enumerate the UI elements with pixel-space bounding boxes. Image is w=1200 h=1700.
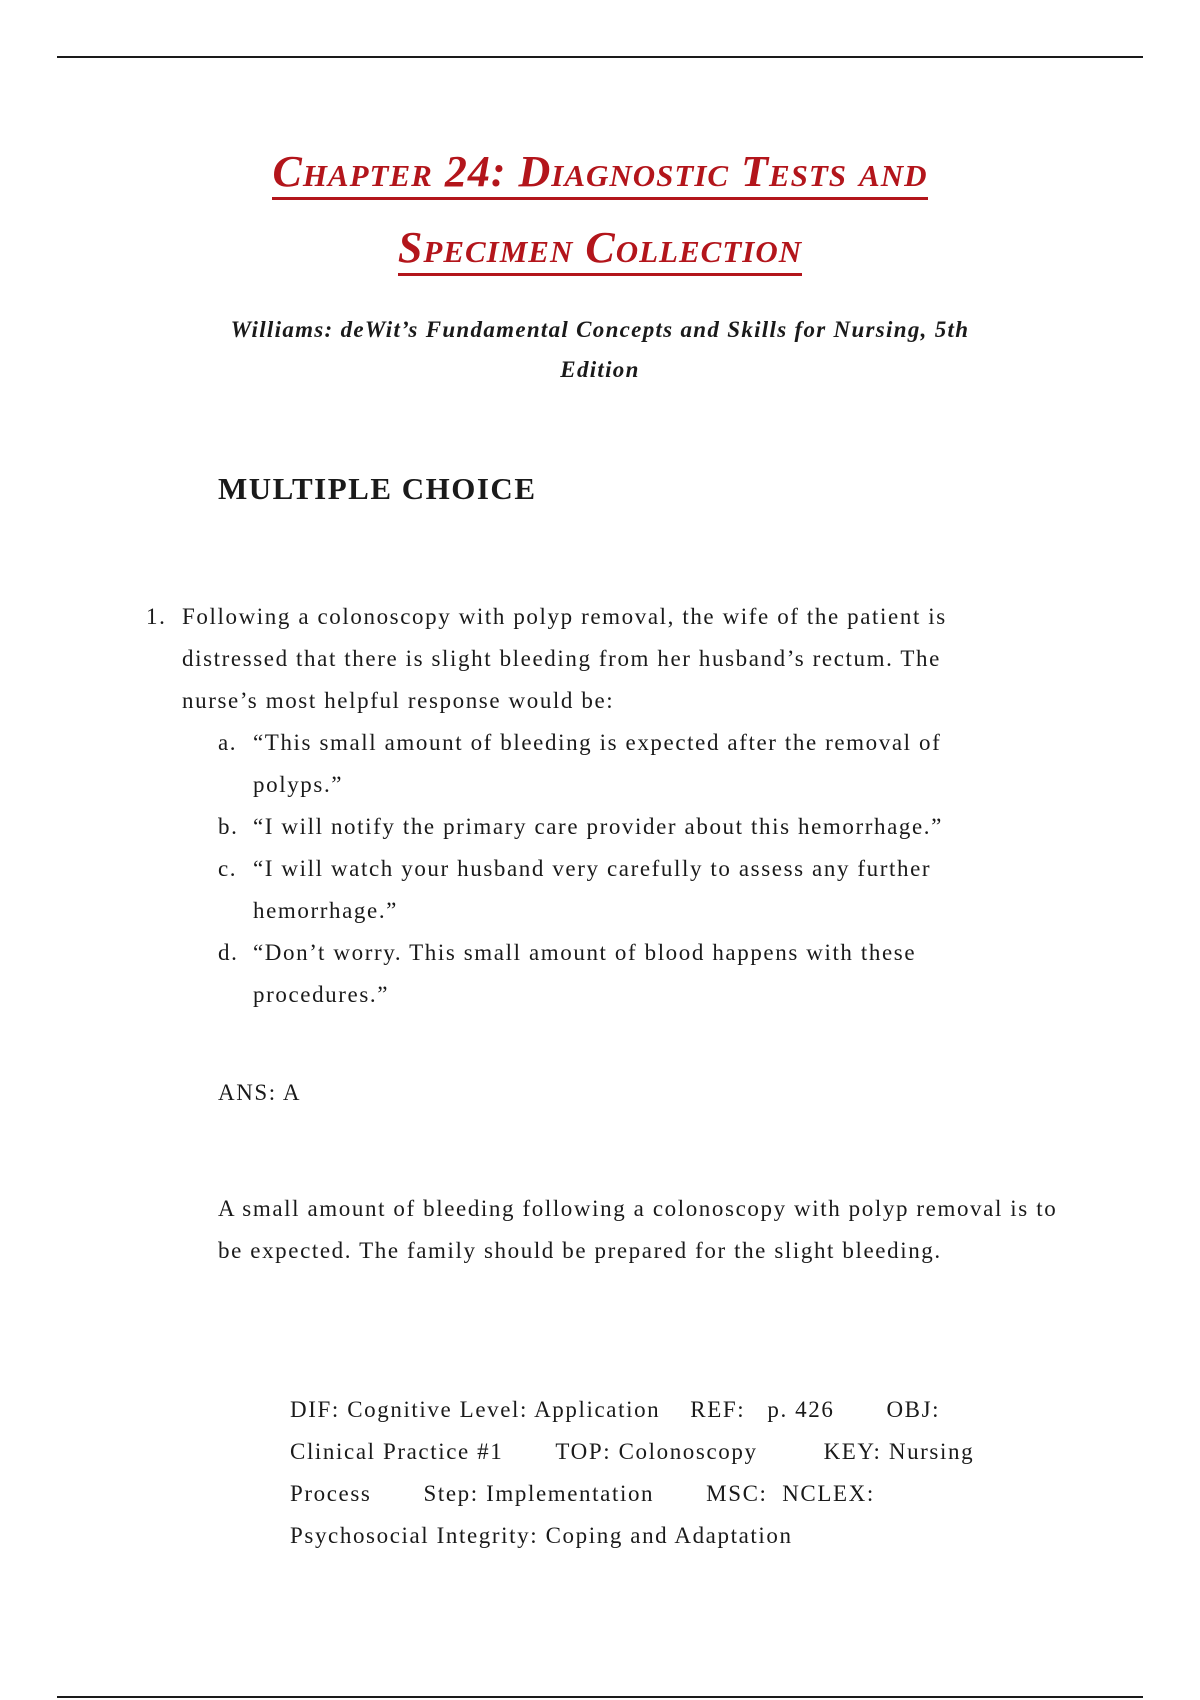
option-letter: c. (218, 856, 238, 881)
book-subtitle (150, 310, 1050, 390)
chapter-title-line-2-text: Specimen Collection (398, 223, 802, 276)
chapter-title-line-1 (0, 146, 1200, 197)
question-number: 1. (146, 604, 167, 629)
step-text: Step: Implementation (423, 1481, 655, 1506)
metadata-line-2 (290, 1431, 1070, 1473)
option-letter: a. (218, 730, 238, 755)
top-text: TOP: Colonoscopy (555, 1439, 758, 1464)
option-text: “Don’t worry. This small amount of blood happens with these procedures.” (253, 940, 917, 1007)
subtitle-line-2: Edition (560, 357, 640, 382)
question-metadata (290, 1389, 1070, 1557)
option-letter: d. (218, 940, 239, 965)
subtitle-line-1: Williams: deWit’s Fundamental Concepts and Skills for Nursing, 5th (230, 317, 970, 342)
answer-options (146, 722, 1046, 1016)
chapter-title-line-1-text: Chapter 24: Diagnostic Tests and (272, 147, 927, 200)
question-stem: Following a colonoscopy with polyp removal, the wife of the patient is distressed that there is slight bleeding from her husband’s rectum. The nurse’s most helpful response would be: (182, 604, 947, 713)
option-text: “I will watch your husband very carefully to assess any further hemorrhage.” (253, 856, 932, 923)
ref-value: p. 426 (767, 1397, 835, 1422)
option-d (218, 932, 993, 1016)
ref-label: REF: (690, 1397, 746, 1422)
option-b (218, 806, 993, 848)
msc-value: NCLEX: (782, 1481, 875, 1506)
metadata-line-3 (290, 1473, 1070, 1515)
obj-label: OBJ: (886, 1397, 941, 1422)
answer-key: ANS: A (218, 1080, 302, 1105)
option-text: “This small amount of bleeding is expected after the removal of polyps.” (253, 730, 942, 797)
msc-label: MSC: (706, 1481, 768, 1506)
chapter-title-line-2 (0, 222, 1200, 273)
section-heading: MULTIPLE CHOICE (218, 471, 537, 506)
rationale: A small amount of bleeding following a colonoscopy with polyp removal is to be expected. The family should be prepared for the slight bleeding. (218, 1196, 1058, 1263)
option-a (218, 722, 993, 806)
key-label: KEY: Nursing (823, 1439, 975, 1464)
option-text: “I will notify the primary care provider about this hemorrhage.” (253, 814, 943, 839)
dif-text: DIF: Cognitive Level: Application (290, 1397, 661, 1422)
metadata-line-4: Psychosocial Integrity: Coping and Adaptation (290, 1523, 793, 1548)
key-value: Process (290, 1481, 372, 1506)
option-c (218, 848, 993, 932)
question-1 (146, 596, 1046, 1016)
bottom-rule (57, 1696, 1143, 1698)
top-rule (57, 56, 1143, 58)
obj-value: Clinical Practice #1 (290, 1439, 504, 1464)
metadata-line-1 (290, 1389, 1070, 1431)
option-letter: b. (218, 814, 239, 839)
